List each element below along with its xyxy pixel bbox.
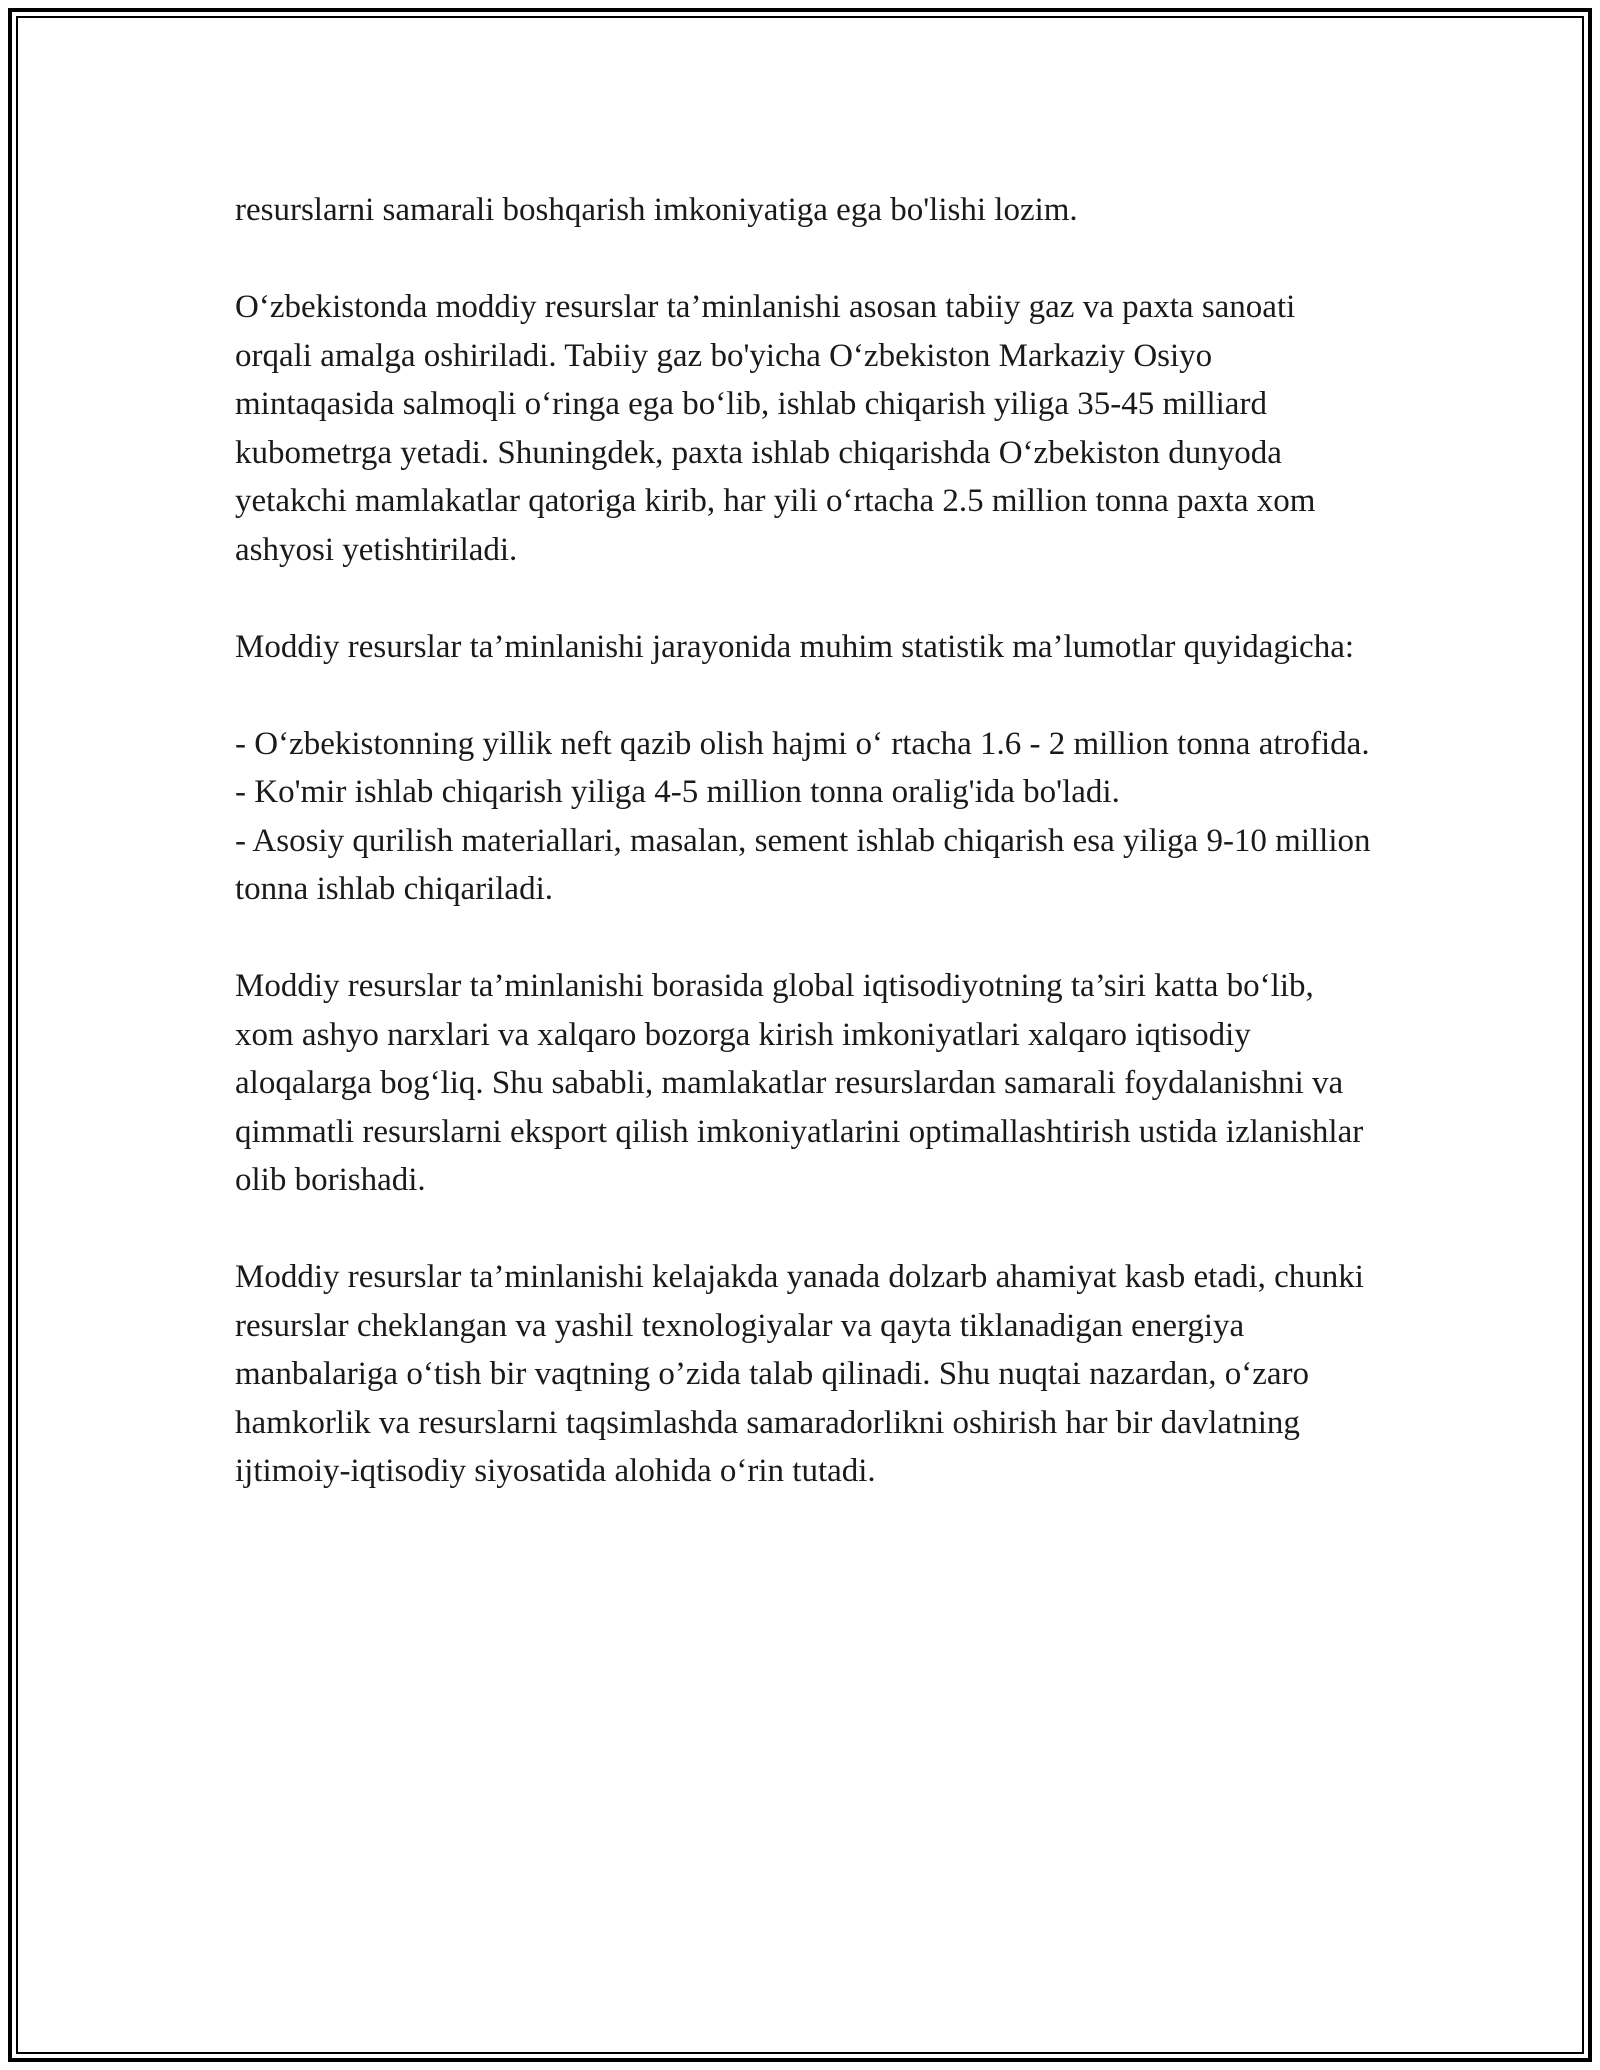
list-item-cement: - Asosiy qurilish materiallari, masalan, sement ishlab chiqarish esa yiliga 9-10 million tonna ishlab chiqariladi. <box>235 822 1371 907</box>
paragraph-statistics-intro: Moddiy resurslar ta’minlanishi jarayonida muhim statistik ma’lumotlar quyidagicha: <box>235 628 1355 665</box>
paragraph-intro: resurslarni samarali boshqarish imkoniyatiga ega bo'lishi lozim. <box>235 192 1078 228</box>
paragraph-future: Moddiy resurslar ta’minlanishi kelajakda yanada dolzarb ahamiyat kasb etadi, chunki resurslar cheklangan va yashil texnologiyalar va qayta tiklanadigan energiya manbalariga o‘tish bir vaqtning o’zida talab qilinadi. Shu nuqtai nazardan, o‘zaro hamkorlik va resurslarni taqsimlashda samaradorlikni oshirish har bir davlatning ijtimoiy-iqtisodiy siyosatida alohida o‘rin tutadi. <box>235 1259 1364 1489</box>
statistics-list <box>235 720 1375 914</box>
paragraph-gas-cotton: O‘zbekistonda moddiy resurslar ta’minlanishi asosan tabiiy gaz va paxta sanoati orqali amalga oshiriladi. Tabiiy gaz bo'yicha O‘zbekiston Markaziy Osiyo mintaqasida salmoqli o‘ringa ega bo‘lib, ishlab chiqarish yiliga 35-45 milliard kubometrga yetadi. Shuningdek, paxta ishlab chiqarishda O‘zbekiston dunyoda yetakchi mamlakatlar qatoriga kirib, har yili o‘rtacha 2.5 million tonna paxta xom ashyosi yetishtiriladi. <box>235 289 1316 568</box>
paragraph-global-economy: Moddiy resurslar ta’minlanishi borasida global iqtisodiyotning ta’siri katta bo‘lib, xom ashyo narxlari va xalqaro bozorga kirish imkoniyatlari xalqaro iqtisodiy aloqalarga bog‘liq. Shu sababli, mamlakatlar resurslardan samarali foydalanishni va qimmatli resurslarni eksport qilish imkoniyatlarini optimallashtirish ustida izlanishlar olib borishadi. <box>235 968 1364 1198</box>
list-item-coal: - Ko'mir ishlab chiqarish yiliga 4-5 million tonna oralig'ida bo'ladi. <box>235 774 1120 810</box>
document-body <box>235 186 1375 1544</box>
list-item-oil: - O‘zbekistonning yillik neft qazib olish hajmi o‘ rtacha 1.6 - 2 million tonna atrofida. <box>235 725 1370 762</box>
